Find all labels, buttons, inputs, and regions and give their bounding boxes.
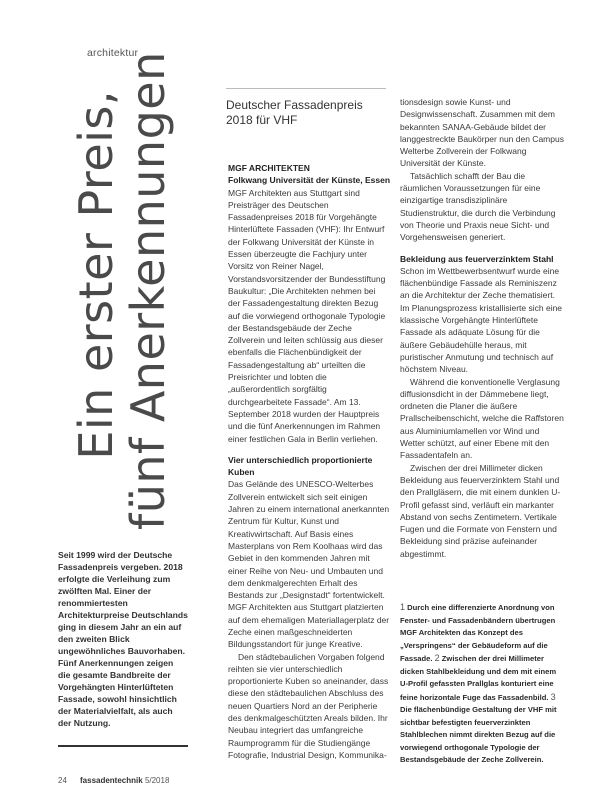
- text-column-2: [400, 96, 564, 560]
- text-column-1: [228, 162, 390, 761]
- body-paragraph: MGF Architekten aus Stuttgart sind Preisträger des Deutschen Fassadenpreises 2018 für Vorgehängte Hinterlüftete Fassaden (VHF): Ihr Entwurf der Folkwang Universität der Künste in Essen überzeugte die Fachjury unter Vorsitz von Reiner Nagel, Vorstandsvorsitzender der Bundesstiftung Baukultur: „Die Architekten nehmen bei der Fassadengestaltung direkten Bezug auf die vorwiegend orthogonale Typologie der Bestandsgebäude der Zeche Zollverein und leiten schlüssig aus dieser ebenfalls die Flächenbündigkeit der Fassadengestaltung ab“ urteilten die Preisrichter und lobten die „außerordentlich sorgfältig durchgearbeitete Fassade“. Am 13. September 2018 wurden der Hauptpreis und die fünf Anerkennungen im Rahmen einer festlichen Gala in Berlin verliehen.: [228, 187, 386, 444]
- kicker: MGF ARCHITEKTEN: [228, 163, 310, 173]
- title-line-2: fünf Anerkennungen: [121, 51, 175, 530]
- body-paragraph: Schon im Wettbewerbsentwurf wurde eine flächenbündige Fassade als Reminiszenz an die Architektur der Zeche thematisiert. Im Planungsprozess kristallisierte sich eine klassische Vorgehängte Hinterlüftete Fassade als adäquate Lösung für die äußere Gebäudehülle heraus, mit puristischer Anmutung und technisch auf höchstem Niveau.: [400, 265, 563, 375]
- publication-name: fassadentechnik: [80, 776, 143, 785]
- body-paragraph: Den städtebaulichen Vorgaben folgend reihten sie vier unterschiedlich proportionierte Kuben so aneinander, dass diese den städtebaulichen Abschluss des neuen Quartiers Nord an der Peripherie des denkmalgeschützten Areals bilden. Ihr Neubau integriert das umfangreiche Raumprogramm für die Studiengänge Fotografie, Industrial Design, Kommunika-: [228, 651, 389, 760]
- caption-number: 2: [434, 653, 440, 663]
- body-paragraph: tionsdesign sowie Kunst- und Designwissenschaft. Zusammen mit dem bekannten SANAA-Gebäude bildet der langgestreckte Baukörper nun den Campus Welterbe Zollverein der Folkwang Universität der Künste.: [400, 97, 564, 169]
- body-paragraph: Während die konventionelle Verglasung diffusionsdicht in der Dämmebene liegt, ordneten die Planer die äußere Prallscheibenschicht, welche die Raffstoren aus Aluminiumlamellen vor Wind und Wetter schützt, auf einer Ebene mit den Fassadentafeln an.: [400, 376, 564, 461]
- subhead-kuben: Vier unterschiedlich proportionierte Kuben: [228, 454, 373, 478]
- issue-number: 5/2018: [144, 776, 170, 785]
- subhead-stahl: Bekleidung aus feuerverzinktem Stahl: [400, 253, 554, 264]
- caption-number: 1: [400, 602, 406, 612]
- body-paragraph: Tatsächlich schafft der Bau die räumlichen Voraussetzungen für eine einzigartige transdisziplinäre Studienstruktur, die durch die Verbindung von Theorie und Praxis neue Sicht- und Vorgehensweisen generiert.: [400, 170, 556, 243]
- body-paragraph: Das Gelände des UNESCO-Welterbes Zollverein entwickelt sich seit einigen Jahren zu einem international anerkannten Zentrum für Kultur, Kunst und Kreativwirtschaft. Auf Basis eines Masterplans von Rem Koolhaas wird das Gebiet in den kommenden Jahren mit einer Reihe von Neu- und Umbauten und dem denkmalgerechten Erhalt des Bestands zur „Designstadt“ fortentwickelt. MGF Architekten aus Stuttgart platzierten auf dem ehemaligen Materiallagerplatz der Zeche einen maßgeschneiderten Bildungsstandort für junge Kreative.: [228, 479, 390, 650]
- lead-divider: [58, 745, 188, 747]
- body-paragraph: Zwischen der drei Millimeter dicken Bekleidung aus feuerverzinktem Stahl und den Prallgläsern, die mit einem dunklen U-Profil gefasst sind, verläuft ein markanter Abstand von sechs Zentimetern. Vertikale Fugen und die Formate von Fenstern und Bekleidung sind präzise aufeinander abgestimmt.: [400, 462, 561, 559]
- heading-rule: [226, 88, 386, 89]
- caption-text: Die flächenbündige Gestaltung der VHF mit sichtbar befestigten feuerverzinkten Stahlblechen nimmt direkten Bezug auf die vorwiegend orthogonale Typologie der Bestandsgebäude der Zeche Zollverein.: [400, 705, 557, 764]
- subhead-folkwang: Folkwang Universität der Künste, Essen: [228, 175, 391, 186]
- section-label: architektur: [87, 47, 139, 59]
- article-heading: Deutscher Fassadenpreis 2018 für VHF: [226, 98, 363, 127]
- page-number: 24: [58, 776, 67, 785]
- caption-text: Zwischen der drei Millimeter dicken Stahlbekleidung und dem mit einem U-Profil gefassten Prallglas konturiert eine feine horizontale Fuge das Fassadenbild.: [400, 654, 557, 702]
- caption-number: 3: [550, 691, 556, 702]
- publication-info: [80, 776, 169, 785]
- lead-paragraph: Seit 1999 wird der Deutsche Fassadenpreis vergeben. 2018 erfolgte die Verleihung zum zwölften Mal. Einer der renommiertesten Architekturpreise Deutschlands ging in diesem Jahr an ein auf den zweiten Blick ungewöhnliches Bauvorhaben. Fünf Anerkennungen zeigen die gesamte Bandbreite der Vorgehängten Hinterlüfteten Fassade, sowohl hinsichtlich der Materialvielfalt, als auch der Nutzung.: [58, 550, 188, 728]
- title-line-1: Ein erster Preis,: [69, 90, 123, 460]
- image-captions: [400, 601, 564, 767]
- caption-text: Durch eine differenzierte Anordnung von Fenster- und Fassadenbändern übertrugen MGF Architekten das Konzept des „Verspringens“ der Gebäudeform auf die Fassade.: [400, 603, 556, 663]
